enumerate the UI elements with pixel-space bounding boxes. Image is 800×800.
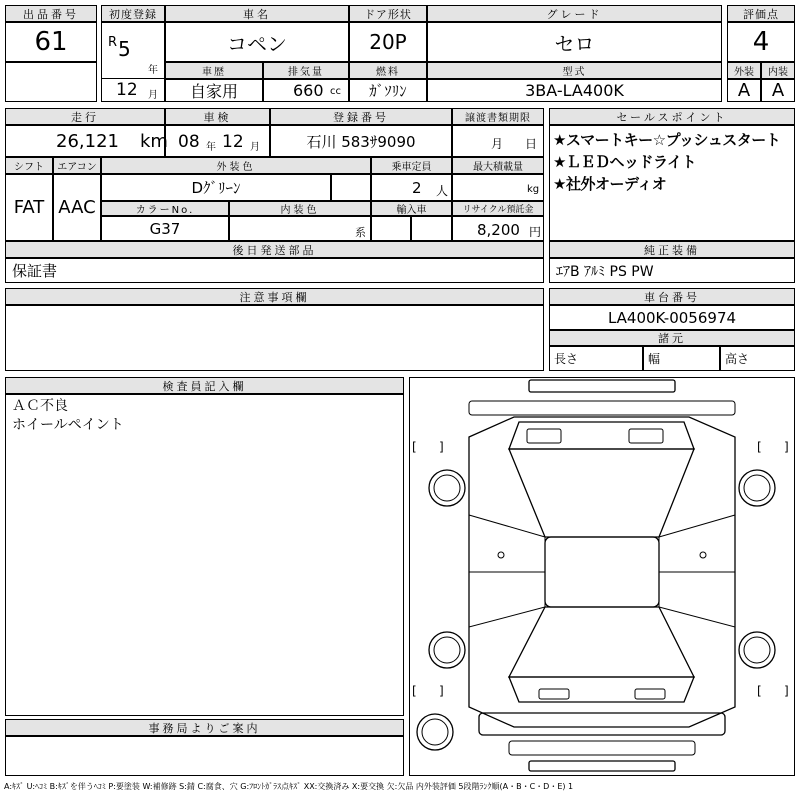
first-reg-year-box bbox=[101, 22, 165, 78]
displacement-unit: cc bbox=[330, 86, 341, 97]
first-reg-month: 12 bbox=[116, 80, 138, 100]
displacement-label: 排気量 bbox=[263, 62, 349, 79]
ext-color-label: 外装色 bbox=[101, 157, 371, 174]
notes-box bbox=[5, 305, 544, 371]
recycle-label: リサイクル預託金 bbox=[452, 201, 544, 216]
door-label: ドア形状 bbox=[349, 5, 427, 22]
inspector-line: ホイールペイント bbox=[12, 417, 124, 433]
svg-text:[: [ bbox=[412, 684, 417, 698]
first-reg-year-unit: 年 bbox=[148, 65, 158, 76]
transfer-label: 譲渡書類期限 bbox=[452, 108, 544, 125]
office-box bbox=[5, 736, 404, 776]
ext-score-value: A bbox=[727, 79, 761, 102]
score-value: 4 bbox=[727, 22, 795, 62]
max-load-box bbox=[452, 174, 544, 201]
inspector-box bbox=[5, 394, 404, 716]
grade-label: グレード bbox=[427, 5, 722, 22]
fuel-label: 燃料 bbox=[349, 62, 427, 79]
fuel-value: ｶﾞｿﾘﾝ bbox=[349, 79, 427, 102]
capacity-label: 乗車定員 bbox=[371, 157, 452, 174]
history-value: 自家用 bbox=[165, 79, 263, 102]
max-load-label: 最大積載量 bbox=[452, 157, 544, 174]
recycle-box bbox=[452, 216, 544, 241]
int-color-label: 内装色 bbox=[229, 201, 371, 216]
svg-text:[: [ bbox=[412, 440, 417, 454]
capacity-box bbox=[371, 174, 452, 201]
color-no-value: G37 bbox=[101, 216, 229, 241]
transfer-box bbox=[452, 125, 544, 157]
dims-width: 幅 bbox=[643, 346, 720, 371]
ac-value: AAC bbox=[53, 174, 101, 241]
first-reg-era: R bbox=[108, 35, 118, 50]
car-name-label: 車名 bbox=[165, 5, 349, 22]
color-no-label: カラーNo. bbox=[101, 201, 229, 216]
max-load-unit: kg bbox=[527, 184, 540, 195]
legend-text: A:ｷｽﾞ U:ﾍｺﾐ B:ｷｽﾞを伴うﾍｺﾐ P:要塗装 W:補修跡 S:錆 C:腐食、穴 G:ﾌﾛﾝﾄｶﾞﾗｽ点ｷｽﾞ XX:交換済み X:要交換 欠:欠品 内外装評価 5段階ﾗﾝｸ順(A・B・C・D・E) 1 bbox=[4, 782, 574, 791]
mileage-value: 26,121 bbox=[56, 131, 119, 152]
recycle-value: 8,200 bbox=[477, 221, 520, 239]
inspector-line: ＡＣ不良 bbox=[12, 398, 68, 414]
score-label: 評価点 bbox=[727, 5, 795, 22]
capacity-unit: 人 bbox=[436, 184, 449, 198]
office-label: 事務局よりご案内 bbox=[5, 719, 404, 736]
displacement-box bbox=[263, 79, 349, 102]
dims-height: 高さ bbox=[720, 346, 795, 371]
later-parts-value: 保証書 bbox=[5, 258, 544, 283]
mileage-label: 走行 bbox=[5, 108, 165, 125]
lot-label: 出品番号 bbox=[5, 5, 97, 22]
inspection-year: 08 bbox=[178, 132, 200, 152]
svg-text:[: [ bbox=[757, 440, 762, 454]
model-label: 型式 bbox=[427, 62, 722, 79]
svg-text:]: ] bbox=[439, 440, 444, 454]
sales-point-item: ★社外オーディオ bbox=[553, 175, 667, 193]
grade-value: セロ bbox=[427, 22, 722, 62]
equipment-label: 純正装備 bbox=[549, 241, 795, 258]
history-label: 車歴 bbox=[165, 62, 263, 79]
plate-value: 石川 583ｻ9090 bbox=[270, 125, 452, 157]
door-value: 20P bbox=[349, 22, 427, 62]
import-box-b bbox=[411, 216, 452, 241]
import-label: 輸入車 bbox=[371, 201, 452, 216]
first-reg-month-box bbox=[101, 78, 165, 102]
ext-color-value: Dｸﾞﾘｰﾝ bbox=[101, 174, 331, 201]
sales-point-item: ★ＬＥＤヘッドライト bbox=[553, 153, 696, 171]
transfer-month-unit: 月 bbox=[491, 137, 504, 151]
inspection-box bbox=[165, 125, 270, 157]
plate-label: 登録番号 bbox=[270, 108, 452, 125]
dims-label: 諸元 bbox=[549, 330, 795, 346]
car-name: コペン bbox=[165, 22, 349, 62]
first-reg-month-unit: 月 bbox=[148, 90, 158, 101]
model-value: 3BA-LA400K bbox=[427, 79, 722, 102]
recycle-unit: 円 bbox=[529, 225, 542, 239]
import-box-a bbox=[371, 216, 411, 241]
ac-label: エアコン bbox=[53, 157, 101, 174]
sales-point-item: ★スマートキー☆プッシュスタート bbox=[553, 131, 781, 149]
inspection-label: 車検 bbox=[165, 108, 270, 125]
svg-text:]: ] bbox=[784, 440, 789, 454]
first-reg-year: 5 bbox=[118, 37, 131, 61]
later-parts-label: 後日発送部品 bbox=[5, 241, 544, 258]
chassis-label: 車台番号 bbox=[549, 288, 795, 305]
int-score-label: 内装 bbox=[761, 62, 795, 79]
ext-color-extra bbox=[331, 174, 371, 201]
inspector-label: 検査員記入欄 bbox=[5, 377, 404, 394]
ext-score-label: 外装 bbox=[727, 62, 761, 79]
int-score-value: A bbox=[761, 79, 795, 102]
mileage-unit: km bbox=[140, 131, 168, 152]
sales-points-label: セールスポイント bbox=[549, 108, 795, 125]
dims-length: 長さ bbox=[549, 346, 643, 371]
int-color-unit: 系 bbox=[355, 226, 366, 239]
inspection-month-unit: 月 bbox=[250, 142, 260, 153]
shift-label: シフト bbox=[5, 157, 53, 174]
shift-value: FAT bbox=[5, 174, 53, 241]
notes-label: 注意事項欄 bbox=[5, 288, 544, 305]
svg-text:[: [ bbox=[757, 684, 762, 698]
first-reg-label: 初度登録 bbox=[101, 5, 165, 22]
transfer-day-unit: 日 bbox=[525, 137, 538, 151]
inspection-year-unit: 年 bbox=[206, 142, 216, 153]
int-color-box bbox=[229, 216, 371, 241]
chassis-value: LA400K-0056974 bbox=[549, 305, 795, 330]
displacement-value: 660 bbox=[293, 81, 324, 100]
mileage-box bbox=[5, 125, 168, 157]
equipment-value: ｴｱB ｱﾙﾐ PS PW bbox=[549, 258, 795, 283]
svg-text:]: ] bbox=[784, 684, 789, 698]
capacity-value: 2 bbox=[412, 179, 422, 197]
lot-blank bbox=[5, 62, 97, 102]
sales-points-box bbox=[549, 125, 795, 241]
svg-text:]: ] bbox=[439, 684, 444, 698]
inspection-month: 12 bbox=[222, 132, 244, 152]
lot-number: 61 bbox=[5, 22, 97, 62]
car-diagram bbox=[409, 377, 795, 776]
